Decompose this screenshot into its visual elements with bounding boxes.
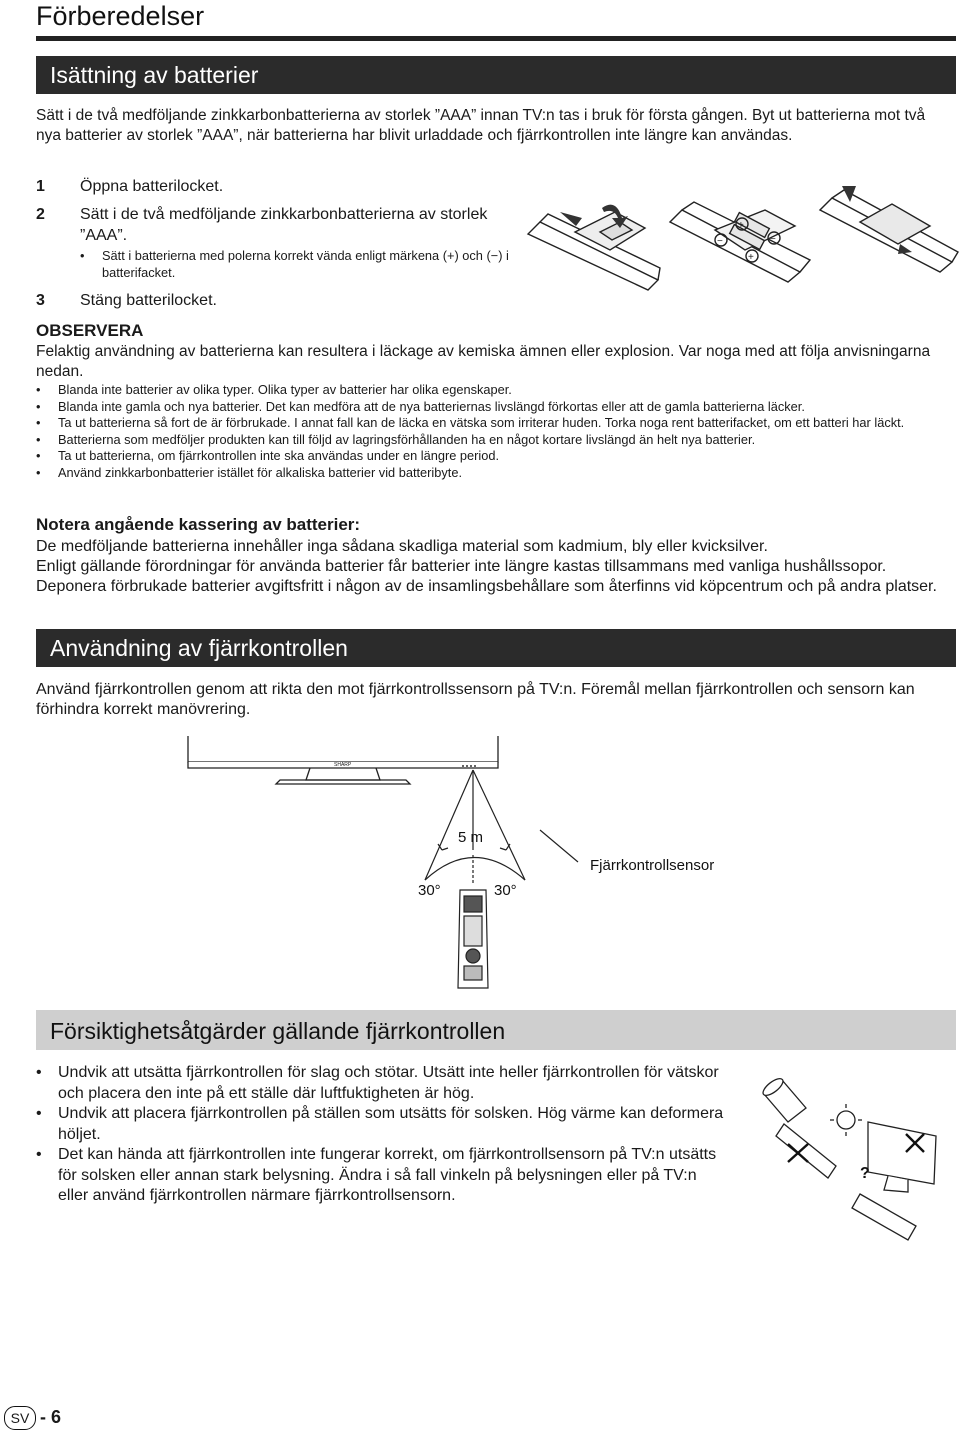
- section-heading-precautions: [36, 1010, 956, 1050]
- sensor-label: Fjärrkontrollsensor: [590, 857, 715, 874]
- step-text: Sätt i de två medföljande zinkkarbonbatterierna av storlek ”AAA”.: [80, 206, 488, 244]
- precautions-illustration: [748, 1066, 948, 1266]
- step-number: 1: [36, 178, 45, 195]
- caution-text: Felaktig användning av batterierna kan resultera i läckage av kemiska ämnen eller explosion. Var noga med att följa anvisningarna nedan.: [36, 343, 931, 380]
- remote-text: Använd fjärrkontrollen genom att rikta den mot fjärrkontrollssensorn på TV:n. Föremål mellan fjärrkontrollen och sensorn kan förhindra korrekt manövrering.: [36, 681, 915, 718]
- list-item: • Ta ut batterierna så fort de är förbrukade. I annat fall kan de läcka en vätska som irriterar huden. Torka noga rent batterifacket, om ett batteri har läckt.: [36, 415, 948, 432]
- list-item: • Det kan hända att fjärrkontrollen inte fungerar korrekt, om fjärrkontrollsensorn på TV:n utsätts för solsken eller annan stark belysning. Ändra i så fall vinkeln på belysningen eller på TV:n eller använd fjärrkontrollen närmare fjärrkontrollsensorn.: [36, 1145, 726, 1207]
- step-number: 2: [36, 206, 45, 223]
- page-title: Förberedelser: [36, 1, 205, 31]
- step-text: Stäng batterilocket.: [80, 292, 217, 309]
- list-item: • Blanda inte gamla och nya batterier. Det kan medföra att de nya batteriernas livslängd förkortas eller att de gamla batterierna läcker.: [36, 399, 948, 416]
- disposal-text: [36, 537, 948, 597]
- svg-text:+: +: [748, 252, 754, 263]
- angle-left-label: 30°: [418, 882, 441, 899]
- caution-list: [36, 382, 948, 481]
- step-2: [36, 204, 506, 246]
- distance-label: 5 m: [458, 829, 484, 846]
- step-2-bullet: • Sätt i batterierna med polerna korrekt vända enligt märkena (+) och (−) i batterifacket.: [80, 248, 522, 281]
- step-1: [36, 176, 506, 197]
- list-item: • Batterierna som medföljer produkten kan till följd av lagringsförhållanden ha en något kortare livslängd än helt nya batterier.: [36, 432, 948, 449]
- angle-right-label: 30°: [494, 882, 517, 899]
- section-heading-battery: [36, 56, 956, 94]
- list-item: • Använd zinkkarbonbatterier istället för alkaliska batterier vid batteribyte.: [36, 465, 948, 482]
- svg-text:−: −: [770, 234, 776, 245]
- disposal-heading: Notera angående kassering av batterier:: [36, 515, 361, 534]
- list-item: • Undvik att utsätta fjärrkontrollen för slag och stötar. Utsätt inte heller fjärrkontrollen för vätskor och placera den inte på ett ställe där luftfuktigheten är hög.: [36, 1063, 726, 1104]
- language-badge: SV: [4, 1406, 36, 1430]
- disposal-line: Enligt gällande förordningar för använda batterier får batterier inte längre kastas tillsammans med vanliga hushållssopor. Deponera förbrukade batterier avgiftsfritt i någon av de insamlingsbehållare som återfinns vid köpcentrum och på andra platser.: [36, 558, 937, 595]
- title-rule: [36, 36, 956, 41]
- battery-insertion-illustration: [520, 182, 960, 300]
- disposal-line: De medföljande batterierna innehåller inga sådana skadliga material som kadmium, bly eller kvicksilver.: [36, 538, 768, 555]
- step-3: [36, 290, 506, 311]
- svg-text:+: +: [738, 220, 744, 231]
- precautions-list: [36, 1063, 726, 1207]
- list-item: • Undvik att placera fjärrkontrollen på ställen som utsätts för solsken. Hög värme kan deformera höljet.: [36, 1104, 726, 1145]
- page-number: - 6: [40, 1407, 62, 1427]
- list-item: • Ta ut batterierna, om fjärrkontrollen inte ska användas under en längre period.: [36, 448, 948, 465]
- battery-heading: Isättning av batterier: [50, 62, 259, 88]
- battery-intro: Sätt i de två medföljande zinkkarbonbatterierna av storlek ”AAA” innan TV:n tas i bruk för första gången. Byt ut batterierna mot två nya batterier av storlek ”AAA”, när batterierna har blivit urladdade och fjärrkontrollen inte längre kan användas.: [36, 107, 926, 144]
- precautions-heading: Försiktighetsåtgärder gällande fjärrkontrollen: [50, 1018, 506, 1044]
- list-item: • Blanda inte batterier av olika typer. Olika typer av batterier har olika egenskaper.: [36, 382, 948, 399]
- remote-range-diagram: [180, 730, 780, 1000]
- step-text: Öppna batterilocket.: [80, 178, 224, 195]
- caution-heading: OBSERVERA: [36, 321, 144, 340]
- remote-heading: Användning av fjärrkontrollen: [50, 635, 348, 661]
- step-number: 3: [36, 292, 45, 309]
- svg-text:−: −: [717, 236, 723, 247]
- section-heading-remote: [36, 629, 956, 667]
- svg-text:?: ?: [860, 1165, 870, 1182]
- tv-brand-label: SHARP: [334, 762, 352, 768]
